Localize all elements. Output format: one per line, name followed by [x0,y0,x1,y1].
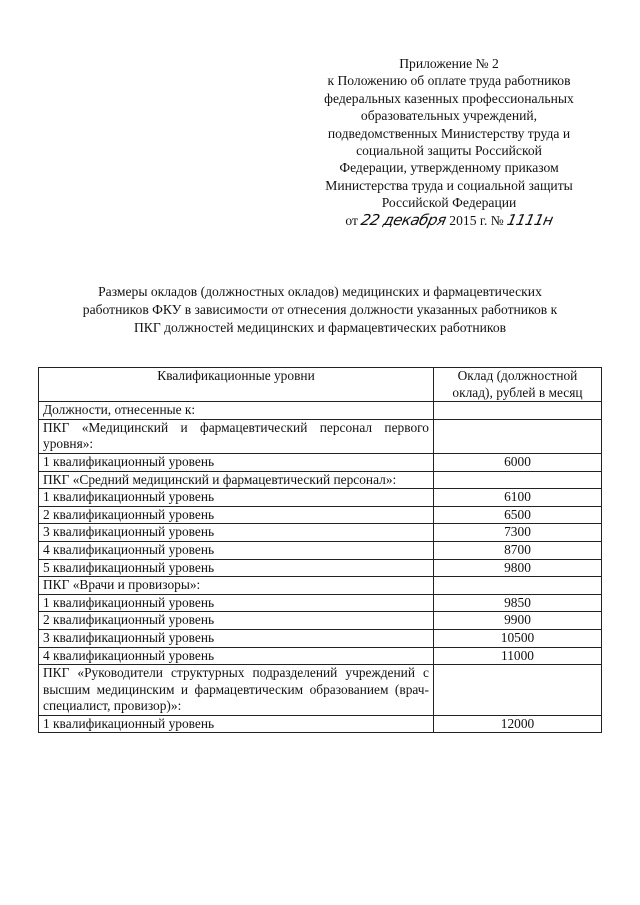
date-year: 2015 г. № [449,212,504,228]
row-label: ПКГ «Врачи и провизоры»: [39,577,434,595]
row-value: 10500 [434,629,602,647]
row-label: 5 квалификационный уровень [39,559,434,577]
row-label: 2 квалификационный уровень [39,506,434,524]
row-value: 8700 [434,541,602,559]
appendix-line: к Положению об оплате труда работников [327,73,571,89]
row-value: 6100 [434,489,602,507]
row-value [434,577,602,595]
table-row [39,612,602,630]
appendix-line: федеральных казенных профессиональных [324,90,574,106]
table-row [39,524,602,542]
order-date-line [300,212,598,234]
handwritten-date: 22 декабря [359,210,448,229]
row-value [434,402,602,420]
salary-table [38,367,602,733]
title-line: Размеры окладов (должностных окладов) медицинских и фармацевтических [98,284,542,299]
appendix-line: Приложение № 2 [399,56,499,71]
appendix-line: образовательных учреждений, [360,108,538,124]
row-label: 4 квалификационный уровень [39,541,434,559]
row-value: 11000 [434,647,602,665]
table-row [39,419,602,453]
table-row [39,453,602,471]
row-label: ПКГ «Медицинский и фармацевтический персонал первого уровня»: [39,419,434,453]
row-label: 1 квалификационный уровень [39,594,434,612]
row-label: 3 квалификационный уровень [39,629,434,647]
row-value: 12000 [434,715,602,733]
row-label: 3 квалификационный уровень [39,524,434,542]
row-label: 1 квалификационный уровень [39,715,434,733]
table-row [39,506,602,524]
row-value: 6000 [434,453,602,471]
row-label: ПКГ «Средний медицинский и фармацевтический персонал»: [39,471,434,489]
table-row [39,489,602,507]
row-value: 7300 [434,524,602,542]
row-label: 4 квалификационный уровень [39,647,434,665]
table-row [39,665,602,716]
row-value: 9850 [434,594,602,612]
table-row [39,629,602,647]
appendix-line: социальной защиты Российской [356,143,542,159]
table-row [39,559,602,577]
row-value: 6500 [434,506,602,524]
title-line: работников ФКУ в зависимости от отнесения должности указанных работников к [82,302,558,317]
handwritten-number: 1111н [505,210,555,229]
title-line: ПКГ должностей медицинских и фармацевтических работников [133,320,507,335]
appendix-line: подведомственных Министерству труда и [327,125,571,141]
row-value [434,471,602,489]
table-row [39,541,602,559]
table-row [39,402,602,420]
table-row [39,471,602,489]
document-title [40,283,600,337]
table-row [39,577,602,595]
table-row [39,647,602,665]
row-value: 9900 [434,612,602,630]
header-qualification-levels: Квалификационные уровни [39,368,434,402]
appendix-line: Российской Федерации [381,195,517,211]
row-label: 2 квалификационный уровень [39,612,434,630]
row-label: 1 квалификационный уровень [39,489,434,507]
row-label: ПКГ «Руководители структурных подразделений учреждений с высшим медицинским и фармацевтическим образованием (врач-специалист, провизор)»: [39,665,434,716]
row-value [434,419,602,453]
date-prefix: от [345,212,358,228]
row-value [434,665,602,716]
table-header-row [39,368,602,402]
header-salary: Оклад (должностной оклад), рублей в месяц [434,368,602,402]
row-value: 9800 [434,559,602,577]
table-row [39,594,602,612]
appendix-line: Федерации, утвержденному приказом [339,160,559,176]
row-label: 1 квалификационный уровень [39,453,434,471]
table-row [39,715,602,733]
row-label: Должности, отнесенные к: [39,402,434,420]
appendix-line: Министерства труда и социальной защиты [325,177,573,193]
appendix-header [300,55,598,234]
